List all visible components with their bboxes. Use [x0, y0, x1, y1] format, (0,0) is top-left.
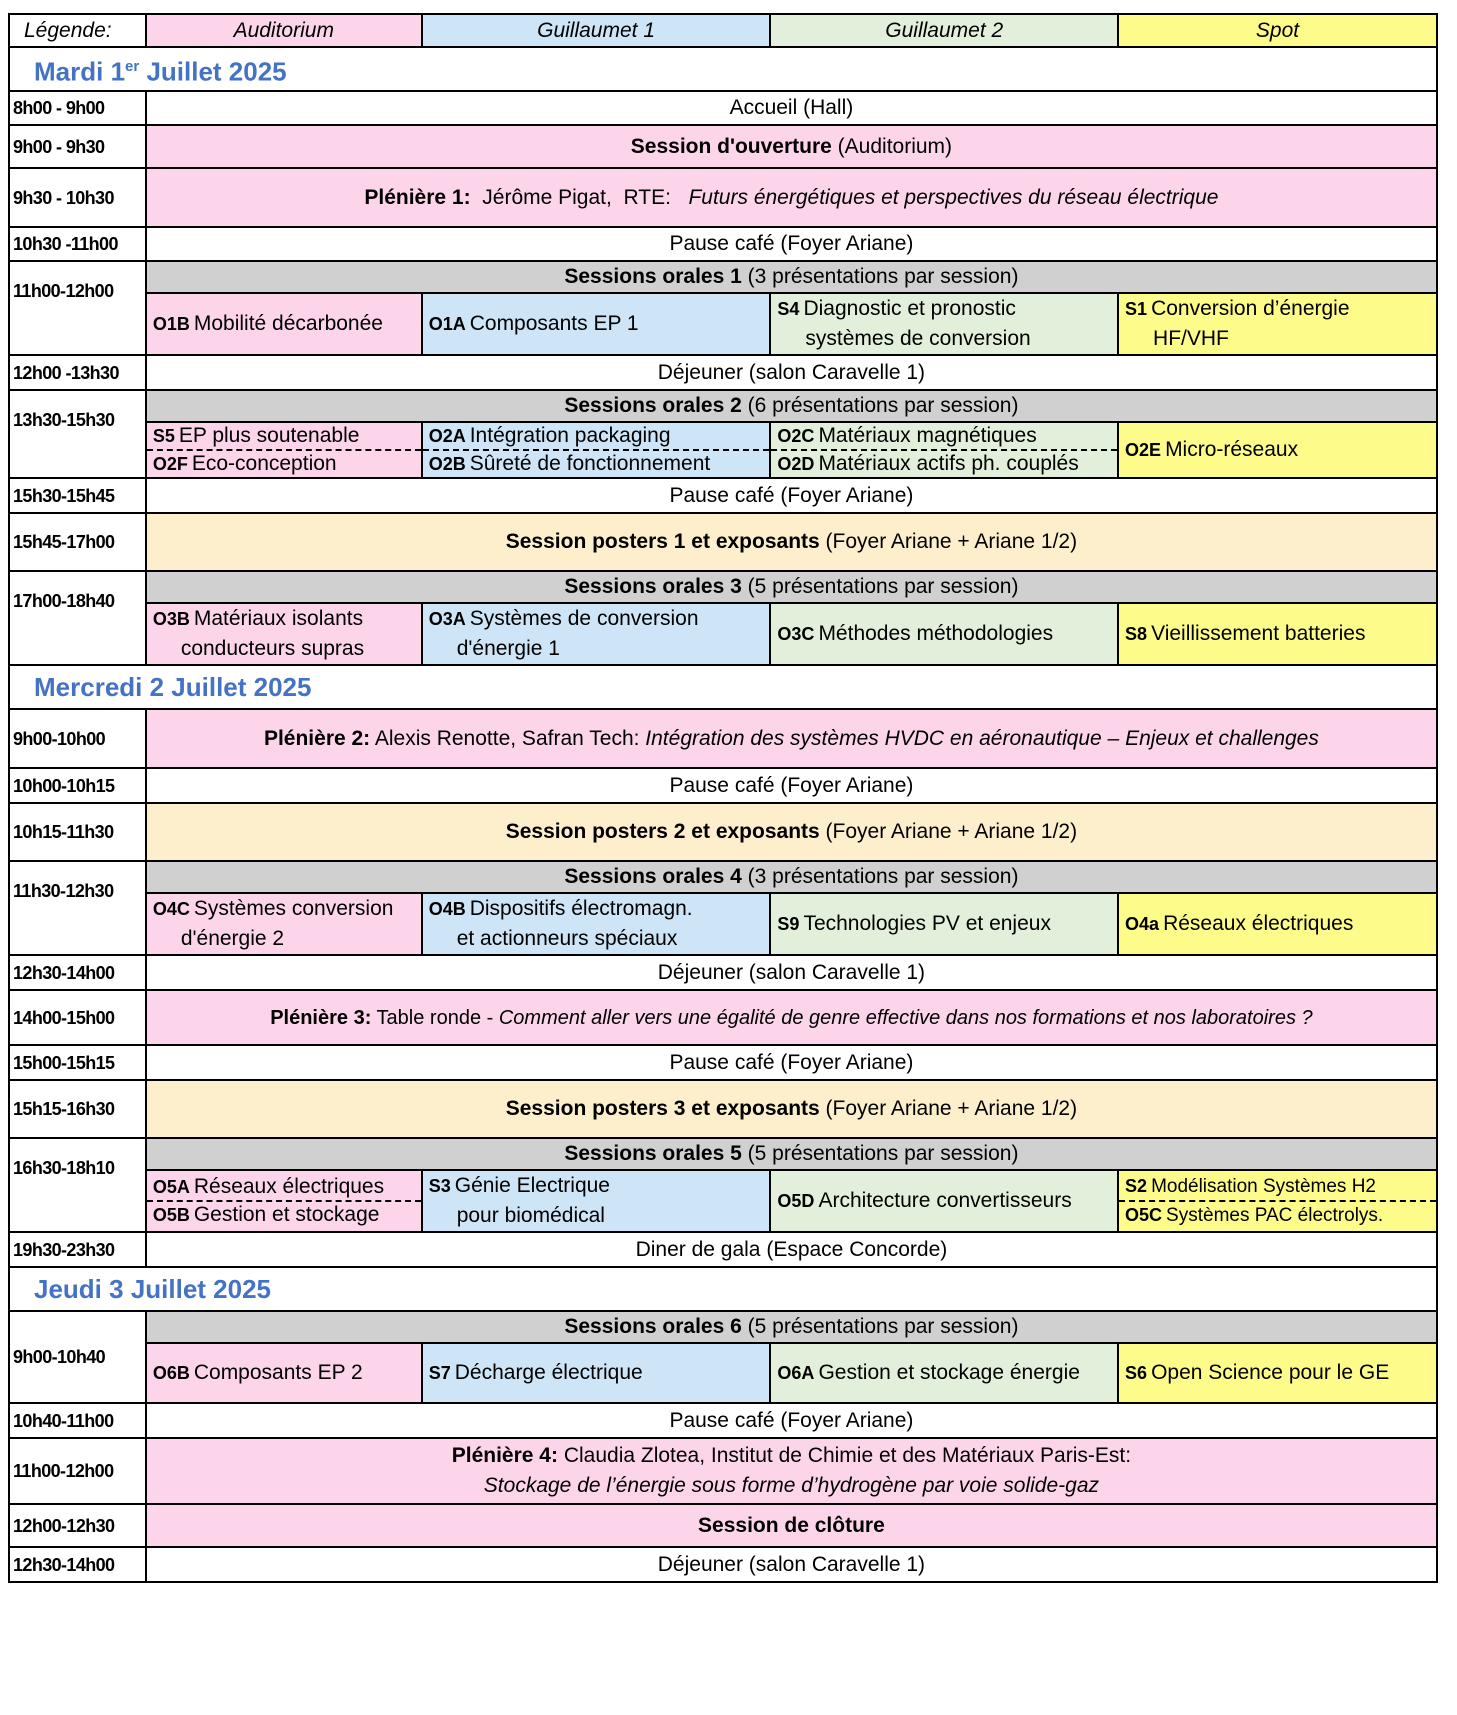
- legend-guillaumet-1: Guillaumet 1: [422, 14, 771, 47]
- pause-cafe: Pause café (Foyer Ariane): [146, 1045, 1437, 1080]
- legend-spot: Spot: [1118, 14, 1437, 47]
- schedule-row: [9, 125, 1437, 168]
- pause-cafe: Pause café (Foyer Ariane): [146, 768, 1437, 803]
- session-o4c: O4C Systèmes conversion d'énergie 2: [146, 893, 422, 955]
- time-slot: 11h30-12h30: [9, 861, 146, 955]
- time-slot: 10h40-11h00: [9, 1403, 146, 1438]
- time-slot: 12h30-14h00: [9, 955, 146, 990]
- time-slot: 17h00-18h40: [9, 571, 146, 665]
- session-cell-auditorium: [146, 1170, 422, 1232]
- time-slot: 11h00-12h00: [9, 261, 146, 355]
- schedule-row: [9, 1170, 1437, 1232]
- schedule-row: [9, 1547, 1437, 1582]
- time-slot: 8h00 - 9h00: [9, 91, 146, 125]
- session-cell-auditorium: [146, 422, 422, 478]
- time-slot: 12h00-12h30: [9, 1504, 146, 1547]
- session-s4: S4 Diagnostic et pronostic systèmes de conversion: [770, 293, 1118, 355]
- conference-schedule: [8, 13, 1438, 1583]
- time-slot: 10h30 -11h00: [9, 227, 146, 261]
- time-slot: 15h15-16h30: [9, 1080, 146, 1138]
- schedule-row: [9, 861, 1437, 893]
- time-slot: 19h30-23h30: [9, 1232, 146, 1267]
- session-o2c: O2C Matériaux magnétiques: [771, 423, 1117, 450]
- schedule-row: [9, 1343, 1437, 1403]
- schedule-row: [9, 990, 1437, 1045]
- time-slot: 15h45-17h00: [9, 513, 146, 571]
- schedule-row: [9, 709, 1437, 768]
- time-slot: 10h15-11h30: [9, 803, 146, 861]
- schedule-row: [9, 768, 1437, 803]
- time-slot: 12h00 -13h30: [9, 355, 146, 390]
- schedule-row: [9, 1311, 1437, 1343]
- schedule-row: [9, 422, 1437, 478]
- schedule-row: [9, 1504, 1437, 1547]
- dejeuner: Déjeuner (salon Caravelle 1): [146, 355, 1437, 390]
- session-o4b: O4B Dispositifs électromagn. et actionneurs spéciaux: [422, 893, 771, 955]
- session-posters-3: Session posters 3 et exposants (Foyer Ariane + Ariane 1/2): [146, 1080, 1437, 1138]
- legend-auditorium: Auditorium: [146, 14, 422, 47]
- session-cell-guillaumet-2: [770, 422, 1118, 478]
- day-heading-mardi: Mardi 1er Juillet 2025: [9, 47, 1437, 91]
- schedule-row: [9, 1438, 1437, 1504]
- session-o2f: O2F Eco-conception: [152, 452, 337, 475]
- time-slot: 13h30-15h30: [9, 390, 146, 478]
- legend-row: [9, 14, 1437, 47]
- time-slot: 11h00-12h00: [9, 1438, 146, 1504]
- time-slot: 10h00-10h15: [9, 768, 146, 803]
- session-o3c: O3C Méthodes méthodologies: [770, 603, 1118, 665]
- time-slot: 12h30-14h00: [9, 1547, 146, 1582]
- time-slot: 9h00-10h40: [9, 1311, 146, 1403]
- session-o3b: O3B Matériaux isolants conducteurs supras: [146, 603, 422, 665]
- schedule-row: [9, 1080, 1437, 1138]
- accueil: Accueil (Hall): [146, 91, 1437, 125]
- time-slot: 15h00-15h15: [9, 1045, 146, 1080]
- session-o5b: O5B Gestion et stockage: [152, 1203, 380, 1226]
- session-o6b: O6B Composants EP 2: [146, 1343, 422, 1403]
- session-o2e: O2E Micro-réseaux: [1118, 422, 1437, 478]
- day-row: [9, 47, 1437, 91]
- session-o2a: O2A Intégration packaging: [423, 423, 770, 450]
- pause-cafe: Pause café (Foyer Ariane): [146, 227, 1437, 261]
- dejeuner: Déjeuner (salon Caravelle 1): [146, 1547, 1437, 1582]
- time-slot: 9h30 - 10h30: [9, 168, 146, 227]
- session-posters-2: Session posters 2 et exposants (Foyer Ariane + Ariane 1/2): [146, 803, 1437, 861]
- session-s5: S5 EP plus soutenable: [147, 423, 421, 450]
- pleniere-3: Plénière 3: Table ronde - Comment aller vers une égalité de genre effective dans nos formations et nos laboratoires ?: [146, 990, 1437, 1045]
- schedule-row: [9, 955, 1437, 990]
- day-heading-mercredi: Mercredi 2 Juillet 2025: [9, 665, 1437, 709]
- session-o1b: O1B Mobilité décarbonée: [146, 293, 422, 355]
- schedule-row: [9, 227, 1437, 261]
- dejeuner: Déjeuner (salon Caravelle 1): [146, 955, 1437, 990]
- session-o6a: O6A Gestion et stockage énergie: [770, 1343, 1118, 1403]
- session-o5a: O5A Réseaux électriques: [147, 1174, 421, 1201]
- session-s6: S6 Open Science pour le GE: [1118, 1343, 1437, 1403]
- session-cell-guillaumet-1: [422, 422, 771, 478]
- session-posters-1: Session posters 1 et exposants (Foyer Ariane + Ariane 1/2): [146, 513, 1437, 571]
- time-slot: 9h00 - 9h30: [9, 125, 146, 168]
- session-o4a: O4a Réseaux électriques: [1118, 893, 1437, 955]
- sessions-orales-1-header: Sessions orales 1 (3 présentations par session): [146, 261, 1437, 293]
- legend-guillaumet-2: Guillaumet 2: [770, 14, 1118, 47]
- time-slot: 14h00-15h00: [9, 990, 146, 1045]
- day-row: [9, 665, 1437, 709]
- schedule-row: [9, 390, 1437, 422]
- schedule-row: [9, 293, 1437, 355]
- day-heading-jeudi: Jeudi 3 Juillet 2025: [9, 1267, 1437, 1311]
- pleniere-2: Plénière 2: Alexis Renotte, Safran Tech: Intégration des systèmes HVDC en aéronautique – Enjeux et challenges: [146, 709, 1437, 768]
- session-s1: S1 Conversion d’énergie HF/VHF: [1118, 293, 1437, 355]
- pause-cafe: Pause café (Foyer Ariane): [146, 478, 1437, 513]
- session-s2: S2 Modélisation Systèmes H2: [1119, 1173, 1436, 1201]
- session-o2d: O2D Matériaux actifs ph. couplés: [777, 452, 1079, 475]
- schedule-row: [9, 1403, 1437, 1438]
- schedule-row: [9, 1232, 1437, 1267]
- pleniere-1: Plénière 1: Jérôme Pigat, RTE: Futurs énergétiques et perspectives du réseau électrique: [146, 168, 1437, 227]
- session-o1a: O1A Composants EP 1: [422, 293, 771, 355]
- session-s9: S9 Technologies PV et enjeux: [770, 893, 1118, 955]
- schedule-row: [9, 478, 1437, 513]
- sessions-orales-3-header: Sessions orales 3 (5 présentations par session): [146, 571, 1437, 603]
- schedule-row: [9, 261, 1437, 293]
- schedule-row: [9, 513, 1437, 571]
- schedule-row: [9, 893, 1437, 955]
- schedule-row: [9, 803, 1437, 861]
- diner-gala: Diner de gala (Espace Concorde): [146, 1232, 1437, 1267]
- schedule-row: [9, 571, 1437, 603]
- schedule-row: [9, 603, 1437, 665]
- session-s3: S3 Génie Electrique pour biomédical: [422, 1170, 771, 1232]
- pleniere-4: Plénière 4: Claudia Zlotea, Institut de Chimie et des Matériaux Paris-Est: Stockage de l’énergie sous forme d’hydrogène par voie solide-gaz: [146, 1438, 1437, 1504]
- schedule-row: [9, 355, 1437, 390]
- session-o5c: O5C Systèmes PAC électrolys.: [1125, 1205, 1384, 1226]
- sessions-orales-2-header: Sessions orales 2 (6 présentations par session): [146, 390, 1437, 422]
- session-ouverture: Session d'ouverture (Auditorium): [146, 125, 1437, 168]
- session-s7: S7 Décharge électrique: [422, 1343, 771, 1403]
- sessions-orales-6-header: Sessions orales 6 (5 présentations par session): [146, 1311, 1437, 1343]
- schedule-row: [9, 1045, 1437, 1080]
- schedule-row: [9, 168, 1437, 227]
- session-cell-spot: [1118, 1170, 1437, 1232]
- time-slot: 16h30-18h10: [9, 1138, 146, 1232]
- session-s8: S8 Vieillissement batteries: [1118, 603, 1437, 665]
- schedule-row: [9, 91, 1437, 125]
- time-slot: 9h00-10h00: [9, 709, 146, 768]
- day-row: [9, 1267, 1437, 1311]
- time-slot: 15h30-15h45: [9, 478, 146, 513]
- sessions-orales-4-header: Sessions orales 4 (3 présentations par session): [146, 861, 1437, 893]
- session-cloture: Session de clôture: [146, 1504, 1437, 1547]
- pause-cafe: Pause café (Foyer Ariane): [146, 1403, 1437, 1438]
- schedule-row: [9, 1138, 1437, 1170]
- sessions-orales-5-header: Sessions orales 5 (5 présentations par session): [146, 1138, 1437, 1170]
- session-o2b: O2B Sûreté de fonctionnement: [428, 452, 711, 475]
- session-o5d: O5D Architecture convertisseurs: [770, 1170, 1118, 1232]
- session-o3a: O3A Systèmes de conversion d'énergie 1: [422, 603, 771, 665]
- legend-label: Légende:: [9, 14, 146, 47]
